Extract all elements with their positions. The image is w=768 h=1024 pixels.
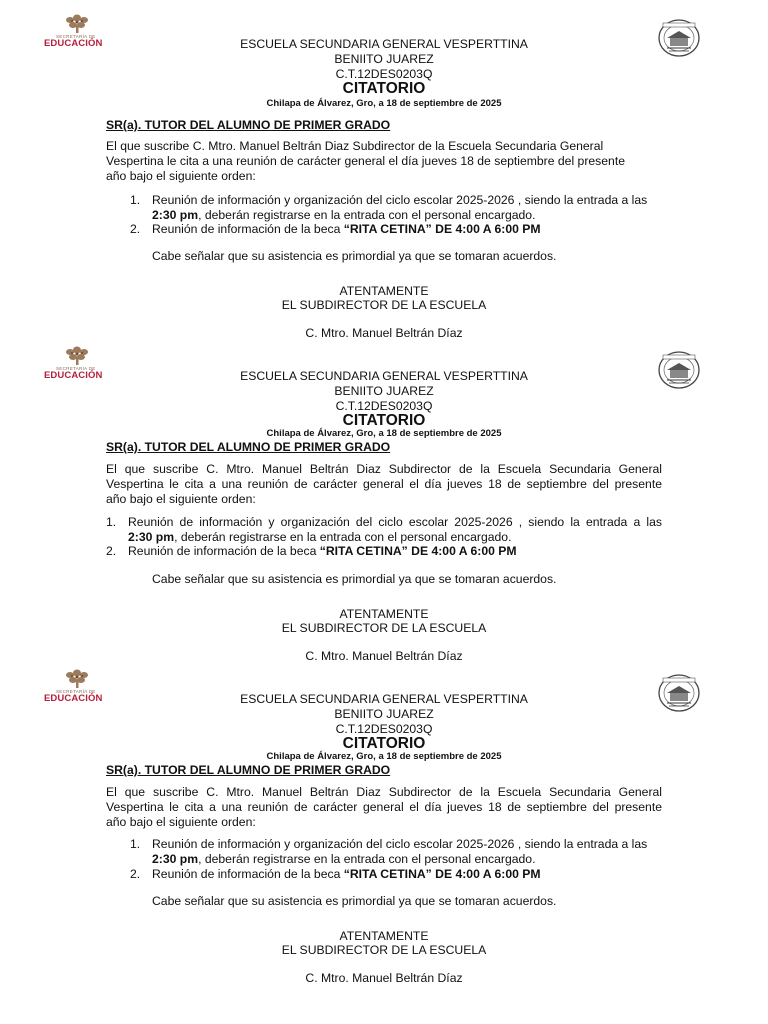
list-item-number: 1. [106, 515, 117, 529]
notice-3 [0, 655, 768, 985]
list-item-text: Reunión de información de la beca [152, 867, 344, 881]
logo-educacion-text: EDUCACIÓN [44, 370, 103, 381]
list-item-bold-text: “RITA CETINA” DE 4:00 A 6:00 PM [319, 544, 517, 558]
closing-note: Cabe señalar que su asistencia es primordial ya que se tomaran acuerdos. [152, 249, 557, 263]
logo-secretaria-text: SECRETARÍA DE [56, 689, 96, 694]
list-item-number: 2. [130, 867, 141, 881]
notice-title: CITATORIO [342, 735, 426, 752]
signature-role: EL SUBDIRECTOR DE LA ESCUELA [281, 621, 487, 635]
school-name: ESCUELA SECUNDARIA GENERAL VESPERTTINA [240, 37, 528, 51]
signature-role: EL SUBDIRECTOR DE LA ESCUELA [281, 298, 487, 312]
school-subname: BENIITO JUAREZ [334, 52, 434, 66]
tree-emblem-icon [62, 14, 92, 34]
tree-emblem-icon [62, 346, 92, 366]
body-line: año bajo el siguiente orden: [106, 169, 256, 183]
addressee: SR(a). TUTOR DEL ALUMNO DE PRIMER GRADO [106, 440, 391, 454]
list-item-text: Reunión de información de la beca [152, 222, 344, 236]
addressee: SR(a). TUTOR DEL ALUMNO DE PRIMER GRADO [106, 118, 391, 132]
tree-emblem-icon [62, 669, 92, 689]
list-item-number: 2. [130, 222, 141, 236]
body-line: Vespertina le cita a una reunión de carácter general el día jueves 18 de septiembre del presente [106, 477, 662, 491]
notice-1 [0, 0, 768, 340]
list-item-bold-text: “RITA CETINA” DE 4:00 A 6:00 PM [343, 222, 541, 236]
body-paragraph [106, 462, 662, 507]
signature-name: C. Mtro. Manuel Beltrán Díaz [305, 971, 463, 985]
closing-note: Cabe señalar que su asistencia es primordial ya que se tomaran acuerdos. [152, 572, 557, 586]
list-item-text: , deberán registrarse en la entrada con el personal encargado. [198, 852, 536, 866]
logo-educacion-text: EDUCACIÓN [44, 38, 103, 49]
list-item-number: 1. [130, 193, 141, 207]
body-line: Vespertina le cita a una reunión de carácter general el día jueves 18 de septiembre del presente [106, 154, 625, 168]
school-code: C.T.12DES0203Q [335, 67, 433, 81]
signature-atentamente: ATENTAMENTE [339, 607, 429, 621]
list-item-number: 2. [106, 544, 117, 558]
notice-title: CITATORIO [342, 80, 426, 97]
body-paragraph [106, 785, 662, 830]
notice-date: Chilapa de Álvarez, Gro, a 18 de septiembre de 2025 [266, 751, 502, 762]
signature-atentamente: ATENTAMENTE [339, 284, 429, 298]
list-item-text: Reunión de información y organización del ciclo escolar 2025-2026 , siendo la entrada a las [152, 193, 648, 207]
school-name: ESCUELA SECUNDARIA GENERAL VESPERTTINA [240, 692, 528, 706]
signature-name: C. Mtro. Manuel Beltrán Díaz [305, 649, 463, 663]
list-item-bold-time: 2:30 pm [152, 208, 199, 222]
signature-name: C. Mtro. Manuel Beltrán Díaz [305, 326, 463, 340]
school-name: ESCUELA SECUNDARIA GENERAL VESPERTTINA [240, 369, 528, 383]
notice-title: CITATORIO [342, 412, 426, 429]
list-item-text: Reunión de información y organización del ciclo escolar 2025-2026 , siendo la entrada a las [152, 837, 648, 851]
signature-role: EL SUBDIRECTOR DE LA ESCUELA [281, 943, 487, 957]
logo-secretaria-text: SECRETARÍA DE [56, 34, 96, 39]
list-item-bold-text: “RITA CETINA” DE 4:00 A 6:00 PM [343, 867, 541, 881]
list-item-text: Reunión de información de la beca [128, 544, 320, 558]
logo-secretaria-text: SECRETARÍA DE [56, 366, 96, 371]
signature-atentamente: ATENTAMENTE [339, 929, 429, 943]
school-subname: BENIITO JUAREZ [334, 384, 434, 398]
notice-date: Chilapa de Álvarez, Gro, a 18 de septiembre de 2025 [266, 98, 502, 109]
list-item-bold-time: 2:30 pm [128, 530, 175, 544]
list-item-text: , deberán registrarse en la entrada con el personal encargado. [198, 208, 536, 222]
addressee: SR(a). TUTOR DEL ALUMNO DE PRIMER GRADO [106, 763, 391, 777]
body-paragraph [106, 139, 662, 184]
school-code: C.T.12DES0203Q [335, 399, 433, 413]
body-line: año bajo el siguiente orden: [106, 815, 256, 829]
school-code: C.T.12DES0203Q [335, 722, 433, 736]
list-item-bold-time: 2:30 pm [152, 852, 199, 866]
notice-2 [0, 332, 768, 663]
logo-educacion-text: EDUCACIÓN [44, 693, 103, 704]
body-line: El que suscribe C. Mtro. Manuel Beltrán Diaz Subdirector de la Escuela Secundaria General [106, 462, 662, 476]
list-item-text: , deberán registrarse en la entrada con el personal encargado. [174, 530, 512, 544]
notice-date: Chilapa de Álvarez, Gro, a 18 de septiembre de 2025 [266, 428, 502, 439]
body-line: El que suscribe C. Mtro. Manuel Beltrán Diaz Subdirector de la Escuela Secundaria General [106, 139, 604, 153]
closing-note: Cabe señalar que su asistencia es primordial ya que se tomaran acuerdos. [152, 894, 557, 908]
body-line: año bajo el siguiente orden: [106, 492, 256, 506]
body-line: Vespertina le cita a una reunión de carácter general el día jueves 18 de septiembre del presente [106, 800, 662, 814]
school-subname: BENIITO JUAREZ [334, 707, 434, 721]
list-item-number: 1. [130, 837, 141, 851]
list-item-text: Reunión de información y organización del ciclo escolar 2025-2026 , siendo la entrada a las [128, 515, 662, 529]
body-line: El que suscribe C. Mtro. Manuel Beltrán Diaz Subdirector de la Escuela Secundaria General [106, 785, 662, 799]
